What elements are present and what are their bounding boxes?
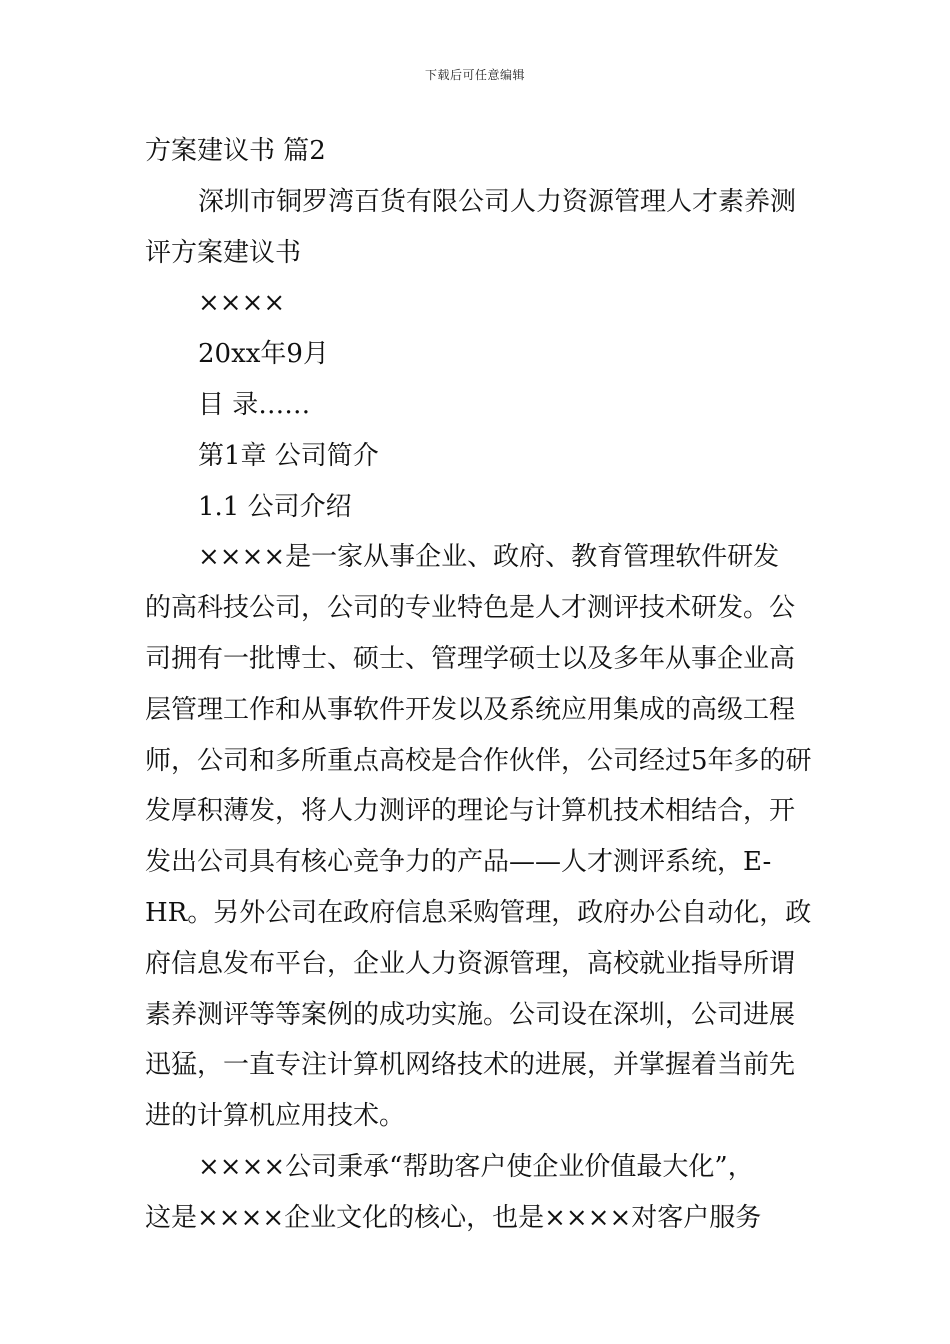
document-subtitle-line-1: 深圳市铜罗湾百货有限公司人力资源管理人才素养测	[198, 186, 797, 217]
paragraph-line: 发厚积薄发，将人力测评的理论与计算机技术相结合，开	[145, 796, 796, 827]
paragraph-line: HR。另外公司在政府信息采购管理，政府办公自动化，政	[145, 897, 812, 928]
paragraph-company-culture	[145, 1142, 810, 1244]
paragraph-line: 这是××××企业文化的核心，也是××××对客户服务	[145, 1202, 762, 1233]
author-line: ××××	[198, 288, 286, 319]
paragraph-line: 的高科技公司，公司的专业特色是人才测评技术研发。公	[145, 593, 796, 624]
paragraph-line: 府信息发布平台，企业人力资源管理，高校就业指导所谓	[145, 948, 796, 979]
paragraph-line: ××××是一家从事企业、政府、教育管理软件研发	[198, 542, 780, 573]
page-header-note: 下载后可任意编辑	[424, 68, 525, 82]
section-title: 方案建议书 篇2	[145, 136, 326, 166]
paragraph-line: 素养测评等等案例的成功实施。公司设在深圳，公司进展	[145, 999, 796, 1030]
paragraph-line: 师，公司和多所重点高校是合作伙伴，公司经过5年多的研	[145, 745, 812, 776]
chapter-title: 第1章 公司简介	[198, 440, 379, 471]
section-heading: 1.1 公司介绍	[198, 491, 352, 522]
paragraph-line: 层管理工作和从事软件开发以及系统应用集成的高级工程	[145, 694, 796, 725]
paragraph-line: ××××公司秉承“帮助客户使企业价值最大化”，	[198, 1151, 754, 1182]
document-body	[145, 126, 810, 1244]
date-line: 20xx年9月	[198, 339, 329, 370]
paragraph-line: 司拥有一批博士、硕士、管理学硕士以及多年从事企业高	[145, 643, 796, 674]
paragraph-line: 迅猛，一直专注计算机网络技术的进展，并掌握着当前先	[145, 1050, 796, 1081]
paragraph-company-intro	[145, 532, 810, 1142]
paragraph-line: 发出公司具有核心竞争力的产品——人才测评系统，E-	[145, 847, 772, 878]
document-subtitle-line-2: 评方案建议书	[145, 237, 302, 268]
toc-heading: 目 录……	[198, 389, 311, 420]
paragraph-line: 进的计算机应用技术。	[145, 1101, 406, 1132]
